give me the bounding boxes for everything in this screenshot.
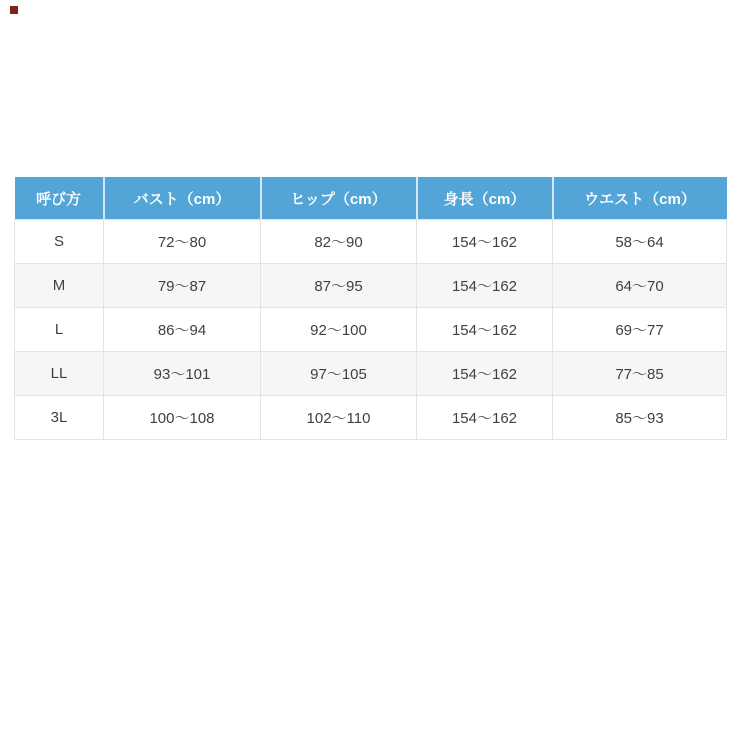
- measurement-cell: 154～162: [417, 220, 553, 264]
- measurement-cell: 100～108: [104, 396, 261, 440]
- measurement-cell: 154～162: [417, 308, 553, 352]
- size-label-cell: M: [15, 264, 104, 308]
- measurement-cell: 154～162: [417, 396, 553, 440]
- header-row: [15, 177, 727, 220]
- measurement-cell: 92～100: [261, 308, 417, 352]
- measurement-cell: 87～95: [261, 264, 417, 308]
- column-header-2: ヒップ（cm）: [261, 177, 417, 220]
- measurement-cell: 69～77: [553, 308, 727, 352]
- column-header-4: ウエスト（cm）: [553, 177, 727, 220]
- size-label-cell: S: [15, 220, 104, 264]
- column-header-3: 身長（cm）: [417, 177, 553, 220]
- measurement-cell: 85～93: [553, 396, 727, 440]
- size-label-cell: LL: [15, 352, 104, 396]
- column-header-0: 呼び方: [15, 177, 104, 220]
- measurement-cell: 154～162: [417, 264, 553, 308]
- measurement-cell: 102～110: [261, 396, 417, 440]
- measurement-cell: 97～105: [261, 352, 417, 396]
- measurement-cell: 154～162: [417, 352, 553, 396]
- corner-mark: [10, 6, 18, 14]
- size-label-cell: L: [15, 308, 104, 352]
- size-chart-body: [15, 220, 727, 440]
- measurement-cell: 72～80: [104, 220, 261, 264]
- table-row: [15, 220, 727, 264]
- table-row: [15, 352, 727, 396]
- measurement-cell: 77～85: [553, 352, 727, 396]
- measurement-cell: 58～64: [553, 220, 727, 264]
- table-row: [15, 264, 727, 308]
- size-label-cell: 3L: [15, 396, 104, 440]
- column-header-1: バスト（cm）: [104, 177, 261, 220]
- measurement-cell: 93～101: [104, 352, 261, 396]
- measurement-cell: 64～70: [553, 264, 727, 308]
- table-row: [15, 396, 727, 440]
- measurement-cell: 82～90: [261, 220, 417, 264]
- size-chart-table: [14, 177, 727, 440]
- table-row: [15, 308, 727, 352]
- measurement-cell: 79～87: [104, 264, 261, 308]
- measurement-cell: 86～94: [104, 308, 261, 352]
- size-chart-head: [15, 177, 727, 220]
